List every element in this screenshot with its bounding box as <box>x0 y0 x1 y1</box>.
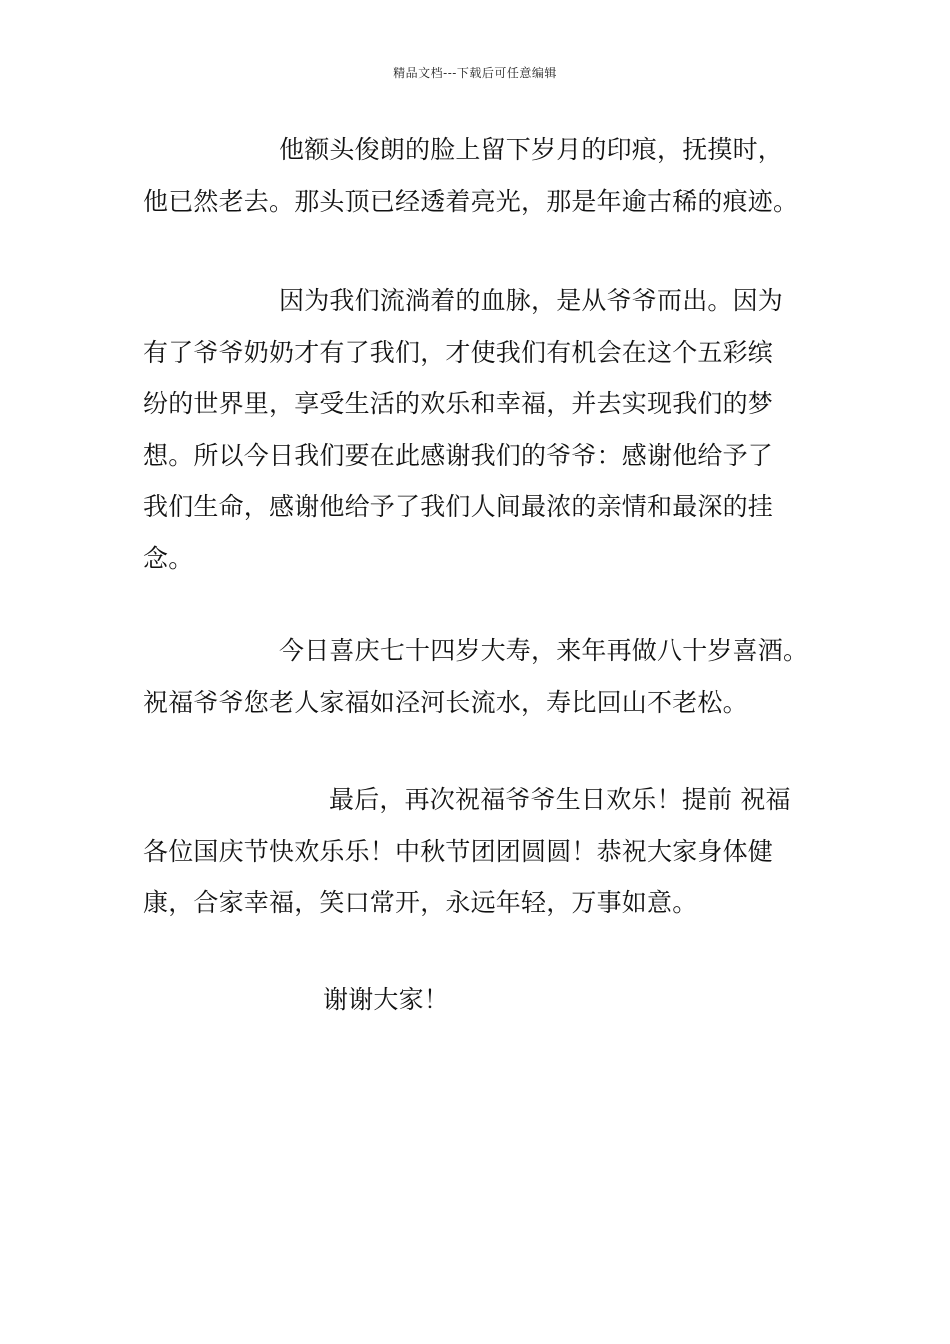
paragraph-line: 想。所以今日我们要在此感谢我们的爷爷：感谢他给予了 <box>143 440 774 470</box>
paragraph-line: 他额头俊朗的脸上留下岁月的印痕，抚摸时， <box>279 135 784 164</box>
paragraph-line: 祝福爷爷您老人家福如泾河长流水，寿比回山不老松。 <box>143 687 748 717</box>
paragraph-closing-blessing <box>143 774 813 929</box>
paragraph-line: 他已然老去。那头顶已经透着亮光，那是年逾古稀的痕迹。 <box>143 186 799 216</box>
paragraph-birthday-wish <box>143 625 813 728</box>
paragraph-gratitude <box>143 275 813 584</box>
paragraph-line: 因为我们流淌着的血脉，是从爷爷而出。因为 <box>279 286 784 315</box>
paragraph-line: 最后，再次祝福爷爷生日欢乐！提前 祝福 <box>329 785 791 814</box>
paragraph-line: 念。 <box>143 543 194 573</box>
paragraph-line: 我们生命，感谢他给予了我们人间最浓的亲情和最深的挂 <box>143 492 774 521</box>
paragraph-line: 谢谢大家！ <box>323 985 450 1014</box>
page-header: 精品文档---下载后可任意编辑 <box>393 66 557 80</box>
paragraph-line: 有了爷爷奶奶才有了我们，才使我们有机会在这个五彩缤 <box>143 337 774 367</box>
paragraph-wrinkles <box>143 124 813 227</box>
paragraph-thanks <box>143 974 813 1026</box>
paragraph-line: 今日喜庆七十四岁大寿，来年再做八十岁喜酒。 <box>279 636 809 665</box>
paragraph-line: 各位国庆节快欢乐乐！中秋节团团圆圆！恭祝大家身体健 <box>143 836 774 866</box>
paragraph-line: 康，合家幸福，笑口常开，永远年轻，万事如意。 <box>143 888 698 917</box>
paragraph-line: 纷的世界里，享受生活的欢乐和幸福，并去实现我们的梦 <box>143 389 774 418</box>
